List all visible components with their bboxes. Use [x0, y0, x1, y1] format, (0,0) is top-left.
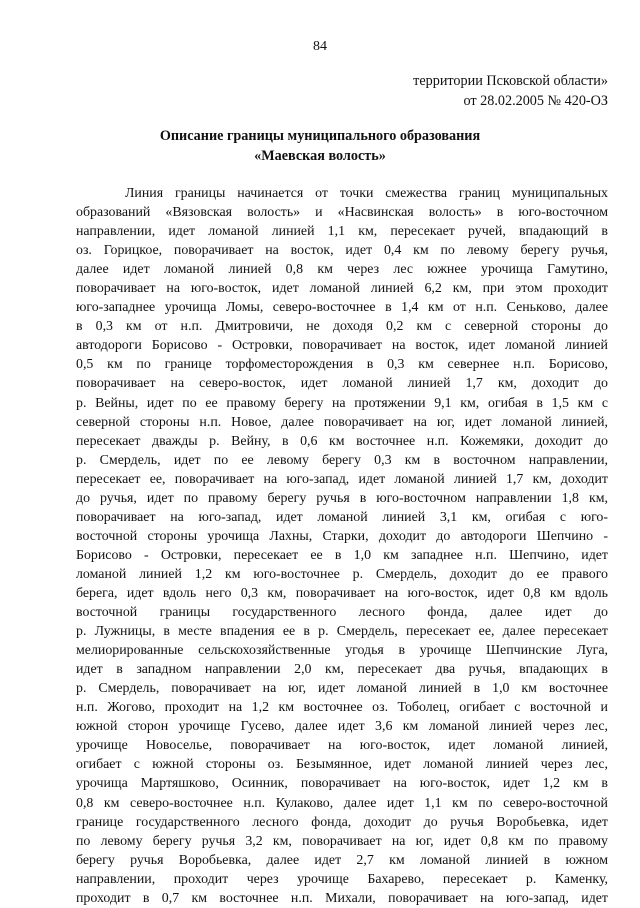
body-line: р. Вейны, идет по ее правому берегу на протяжении 9,1 км, огибая в 1,5 км с	[76, 395, 608, 411]
body-line: р. Лужницы, в месте впадения ее в р. Смердель, пересекает ее, далее пересекает	[76, 624, 608, 640]
body-line: р. Смердель, поворачивает на юг, идет ломаной линией в 1,0 км восточнее	[76, 681, 608, 697]
body-paragraph	[76, 184, 608, 908]
body-line: южной сторон урочище Гусево, далее идет 3,6 км ломаной линией через лес,	[76, 719, 608, 735]
body-line: Линия границы начинается от точки смежества границ муниципальных	[125, 186, 608, 201]
body-line: направлении, проходит через урочище Бахарево, пересекает р. Каменку,	[76, 871, 608, 887]
header-line-2: от 28.02.2005 № 420-ОЗ	[463, 93, 608, 109]
header-line-1: территории Псковской области»	[413, 73, 608, 89]
body-line: ломаной линией 1,2 км юго-восточнее р. Смердель, доходит до ее правого	[76, 566, 608, 582]
body-line: далее идет ломаной линией 0,8 км через лес южнее урочища Гамутино,	[76, 262, 608, 278]
body-line: н.п. Жогово, проходит на 1,2 км восточнее оз. Тоболец, огибает с восточной и	[76, 700, 608, 716]
body-line: образований «Вязовская волость» и «Насвинская волость» в юго-восточном	[76, 205, 608, 221]
body-line: до ручья, идет по правому берегу ручья в юго-восточном направлении 1,8 км,	[76, 490, 608, 506]
document-header	[413, 71, 608, 111]
body-line: р. Смердель, идет по ее левому берегу 0,3 км в восточном направлении,	[76, 452, 608, 468]
body-line: поворачивает на юго-запад, идет ломаной линией 3,1 км, огибая с юго-	[76, 509, 608, 525]
body-line: северной стороны н.п. Новое, далее поворачивает на юг, идет ломаной линией,	[76, 414, 608, 430]
title-line-1: Описание границы муниципального образования	[159, 128, 481, 144]
body-line: в 0,3 км от н.п. Дмитровичи, не доходя 0,2 км с северной стороны до	[76, 319, 608, 335]
body-line: оз. Горицкое, поворачивает на восток, идет 0,4 км по левому берегу ручья,	[76, 243, 608, 259]
body-line: урочища Мартяшково, Осинник, поворачивает на юго-восток, идет 1,2 км в	[76, 776, 608, 792]
body-line: берега, идет вдоль него 0,3 км, поворачивает на юго-восток, идет 0,8 км вдоль	[76, 585, 608, 601]
body-line: восточной границы государственного лесного фонда, далее идет до	[76, 605, 608, 621]
title-line-2: «Маевская волость»	[254, 148, 386, 164]
body-line: 0,5 км по границе торфоместорождения в 0,3 км севернее н.п. Борисово,	[76, 357, 608, 373]
body-line: мелиорированные сельскохозяйственные угодья в урочище Шепчинские Луга,	[76, 643, 608, 659]
section-title	[0, 126, 640, 166]
body-line: юго-западнее урочища Ломы, северо-восточнее в 1,4 км от н.п. Сеньково, далее	[76, 300, 608, 316]
body-line: Борисово - Островки, пересекает ее в 1,0 км западнее н.п. Шепчино, идет	[76, 547, 608, 563]
body-line: границе государственного лесного фонда, доходит до ручья Воробьевка, идет	[76, 814, 608, 830]
body-line: берегу ручья Воробьевка, далее идет 2,7 км ломаной линией в южном	[76, 852, 608, 868]
body-line: пересекает дважды р. Вейну, в 0,6 км восточнее н.п. Кожемяки, доходит до	[76, 433, 608, 449]
body-line: идет в западном направлении 2,0 км, пересекает два ручья, впадающих в	[76, 662, 608, 678]
body-line: 0,8 км северо-восточнее н.п. Кулаково, далее идет 1,1 км по северо-восточной	[76, 795, 608, 811]
body-line: направлении, идет ломаной линией 1,1 км, пересекает ручей, впадающий в	[76, 224, 608, 240]
body-line: урочище Новоселье, поворачивает на юго-восток, идет ломаной линией,	[76, 738, 608, 754]
body-line: огибает с южной стороны оз. Безымянное, идет ломаной линией через лес,	[76, 757, 608, 773]
body-line: автодороги Борисово - Островки, поворачивает на восток, идет ломаной линией	[76, 338, 608, 354]
body-line: поворачивает на юго-восток, идет ломаной линией 6,2 км, при этом проходит	[76, 281, 608, 297]
body-line: восточной стороны урочища Лахны, Старки, доходит до автодороги Шепчино -	[76, 528, 608, 544]
body-line: проходит в 0,7 км восточнее н.п. Михали, поворачивает на юго-запад, идет	[76, 890, 608, 906]
page-number: 84	[313, 39, 327, 54]
body-line: по левому берегу ручья 3,2 км, поворачивает на юг, идет 0,8 км по правому	[76, 833, 608, 849]
body-line: поворачивает на северо-восток, идет ломаной линией 1,7 км, доходит до	[76, 376, 608, 392]
body-line: пересекает ее, поворачивает на юго-запад, идет ломаной линией 1,7 км, доходит	[76, 471, 608, 487]
